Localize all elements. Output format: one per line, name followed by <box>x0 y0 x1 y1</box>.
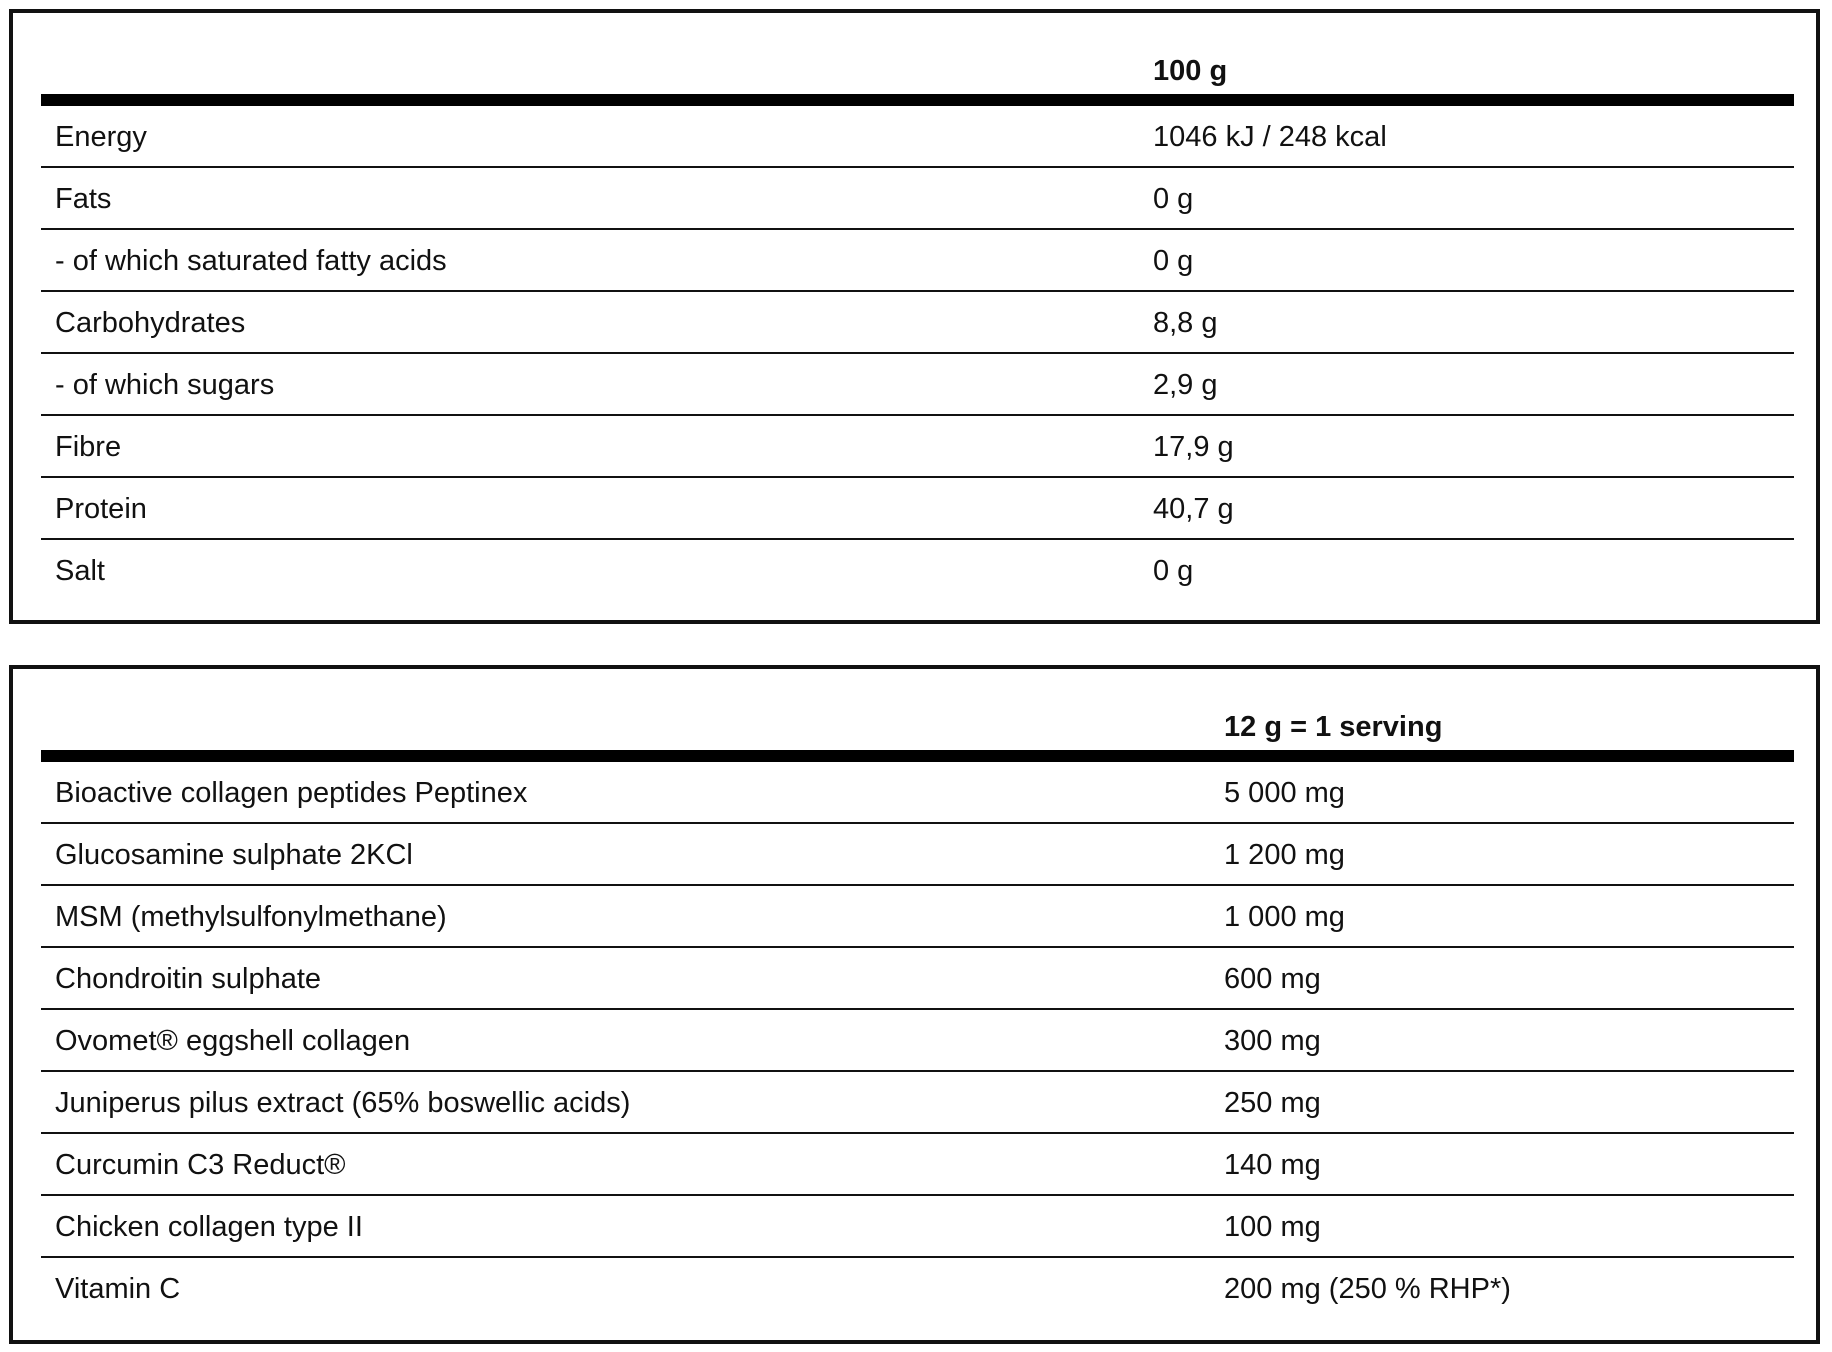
nutrition-row-carbohydrates <box>41 292 1794 354</box>
nutrition-header-row <box>41 13 1794 94</box>
nutrition-header-rule <box>41 94 1794 106</box>
row-label: Chicken collagen type II <box>55 1211 363 1243</box>
row-value: 8,8 g <box>1153 307 1218 339</box>
row-label: Glucosamine sulphate 2KCl <box>55 839 413 871</box>
row-value: 140 mg <box>1224 1149 1321 1181</box>
nutrition-row-sugars <box>41 354 1794 416</box>
row-value: 0 g <box>1153 183 1194 215</box>
ingredients-header-rule <box>41 750 1794 762</box>
row-value: 1046 kJ / 248 kcal <box>1153 121 1387 153</box>
row-value: 300 mg <box>1224 1025 1321 1057</box>
row-label: Fats <box>55 183 112 215</box>
ingredient-row-msm <box>41 886 1794 948</box>
row-value: 1 000 mg <box>1224 901 1345 933</box>
row-label: Protein <box>55 493 147 525</box>
ingredient-row-glucosamine <box>41 824 1794 886</box>
row-value: 250 mg <box>1224 1087 1321 1119</box>
nutrition-row-protein <box>41 478 1794 540</box>
row-label: Carbohydrates <box>55 307 246 339</box>
row-label: - of which sugars <box>55 369 275 401</box>
nutrition-header-value: 100 g <box>1153 55 1228 87</box>
row-label: Chondroitin sulphate <box>55 963 322 995</box>
row-label: Juniperus pilus extract (65% boswellic acids) <box>55 1087 631 1119</box>
nutrition-row-fats <box>41 168 1794 230</box>
row-value: 17,9 g <box>1153 431 1234 463</box>
ingredient-row-vitamin-c <box>41 1258 1794 1320</box>
ingredient-row-collagen-peptides <box>41 762 1794 824</box>
nutrition-row-energy <box>41 106 1794 168</box>
row-value: 0 g <box>1153 245 1194 277</box>
ingredient-row-curcumin <box>41 1134 1794 1196</box>
ingredient-row-chicken-collagen <box>41 1196 1794 1258</box>
ingredient-row-juniperus <box>41 1072 1794 1134</box>
nutrition-table-body <box>41 13 1794 602</box>
nutrition-row-fibre <box>41 416 1794 478</box>
ingredients-header-value: 12 g = 1 serving <box>1224 711 1443 743</box>
row-value: 1 200 mg <box>1224 839 1345 871</box>
row-value: 600 mg <box>1224 963 1321 995</box>
row-label: Vitamin C <box>55 1273 181 1305</box>
nutrition-row-salt <box>41 540 1794 602</box>
row-label: Fibre <box>55 431 122 463</box>
row-label: MSM (methylsulfonylmethane) <box>55 901 447 933</box>
row-label: - of which saturated fatty acids <box>55 245 447 277</box>
ingredient-row-ovomet <box>41 1010 1794 1072</box>
row-label: Ovomet® eggshell collagen <box>55 1025 411 1057</box>
ingredient-row-chondroitin <box>41 948 1794 1010</box>
row-value: 2,9 g <box>1153 369 1218 401</box>
nutrition-table <box>9 9 1820 624</box>
row-label: Energy <box>55 121 147 153</box>
nutrition-row-saturated <box>41 230 1794 292</box>
ingredients-table <box>9 665 1820 1344</box>
row-label: Salt <box>55 555 105 587</box>
row-value: 100 mg <box>1224 1211 1321 1243</box>
ingredients-header-row <box>41 669 1794 750</box>
row-value: 0 g <box>1153 555 1194 587</box>
row-value: 200 mg (250 % RHP*) <box>1224 1273 1511 1305</box>
row-value: 40,7 g <box>1153 493 1234 525</box>
row-label: Bioactive collagen peptides Peptinex <box>55 777 528 809</box>
row-value: 5 000 mg <box>1224 777 1345 809</box>
row-label: Curcumin C3 Reduct® <box>55 1149 346 1181</box>
ingredients-table-body <box>41 669 1794 1320</box>
